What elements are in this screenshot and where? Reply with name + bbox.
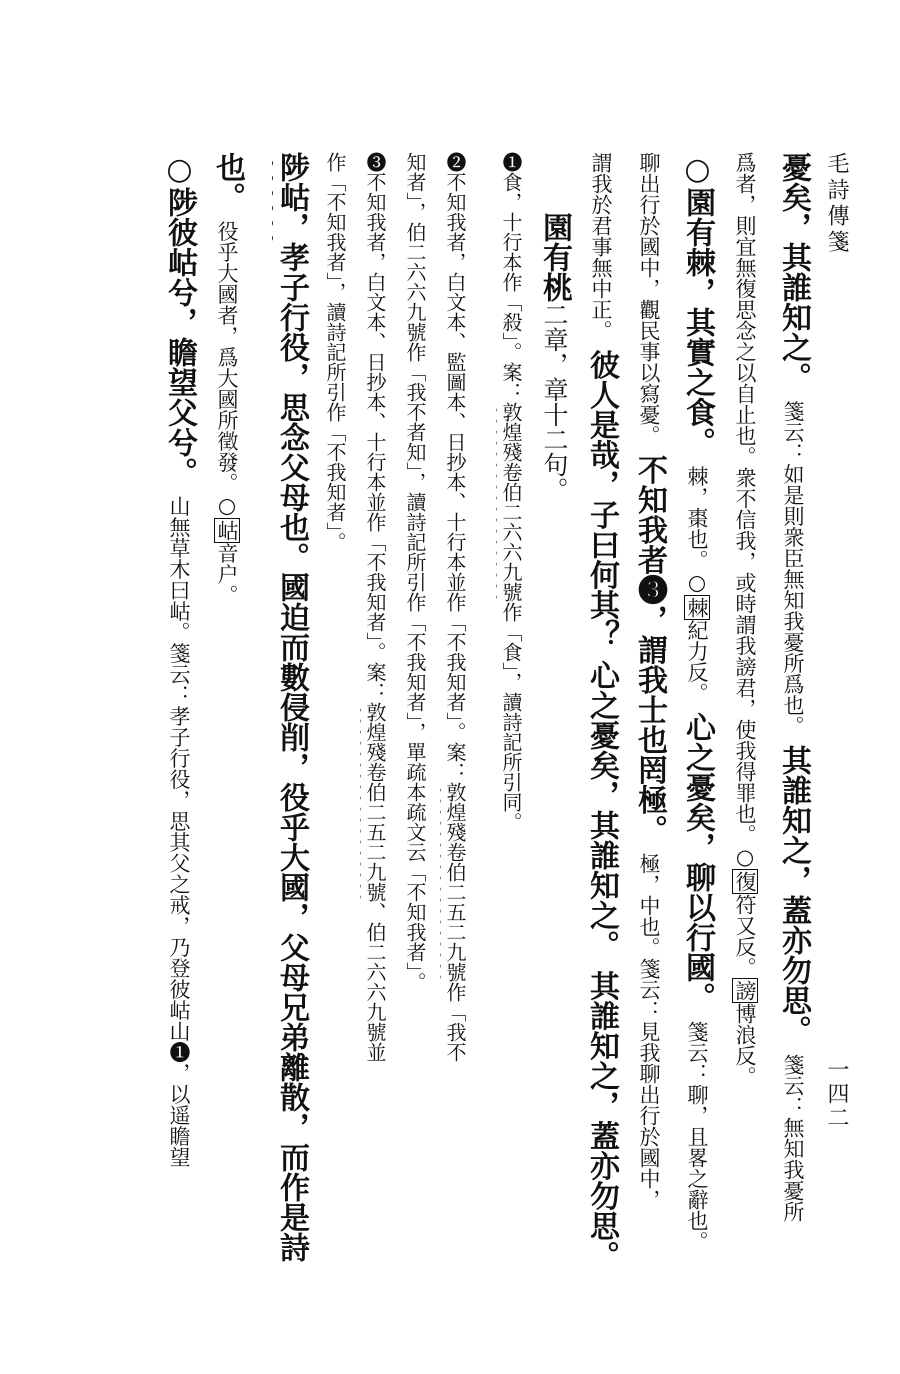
commentary-text: 役乎大國者，爲大國所徵發。○: [215, 220, 239, 518]
boxed-character: 復: [733, 871, 757, 892]
text-column-4: [630, 152, 668, 1292]
chapter-summary: [536, 152, 572, 1292]
verse-text: 憂矣，其誰知之。: [776, 152, 811, 392]
footnote-text: 作「食」，讀詩記所引同。: [499, 602, 523, 832]
footnote-text: ❸不知我者，白文本、日抄本、十行本並作「不我知者」。案：: [363, 152, 387, 702]
text-column-2: [726, 152, 764, 1292]
footnote-text: 作「不知我者」，讀詩記所引作「不我知者」。: [323, 152, 347, 552]
footnote-2: [440, 152, 470, 1292]
commentary-text: 極，中也。箋云：見我聊出行於國中，: [637, 853, 661, 1211]
commentary-text: 箋云：無知我憂所: [781, 1053, 805, 1222]
footnote-3: [360, 152, 390, 1292]
commentary-text: 謂我於君事無中正。: [589, 152, 613, 341]
footnote-2-continued: [400, 152, 430, 1292]
poem-title: 陟岵，: [274, 152, 309, 242]
commentary-text: 箋云：聊，且畧之辭也。: [685, 1020, 709, 1252]
footnote-1: [496, 152, 526, 1292]
commentary-text: 聊出行於國中，觀民事以寫憂。: [637, 152, 661, 446]
source-title: 敦煌殘卷伯二五二九號: [443, 782, 467, 982]
commentary-text: 山無草木曰岵。箋云：孝子行役，思其父之戒，乃登彼岵山❶，以遥瞻望: [167, 495, 191, 1168]
verse-text: 其誰知之，蓋亦勿思。: [776, 745, 811, 1046]
commentary-text: 爲者，則宜無復思念之以自止也。衆不信我，或時謂我謗君，使我得罪也。○: [733, 152, 757, 869]
commentary-text: 博浪反。: [733, 1003, 757, 1087]
commentary-text: 棘，棗也。○: [685, 465, 709, 595]
footnote-text: 知者」，伯二六六九號作「我不者知」，讀詩記所引作「不我知者」，單疏本疏文云「不知我者」。: [403, 152, 427, 992]
footnote-text: 作「我不: [443, 982, 467, 1062]
commentary-text: 符又反。: [733, 894, 757, 978]
source-title: 敦煌殘卷伯二五二九號: [363, 702, 387, 902]
text-column-5: [582, 152, 620, 1292]
chapter-count: 二章，章十二句。: [540, 302, 569, 502]
boxed-character: 棘: [685, 596, 709, 618]
boxed-character: 謗: [733, 980, 757, 1001]
verse-text: 不知我者❸，謂我士也罔極。: [632, 454, 667, 845]
verse-text: 彼人是哉，子曰何其？ 心之憂矣，其誰知之。 其誰知之，蓋亦勿思。: [584, 349, 619, 1271]
text-column-7: [272, 152, 310, 1292]
footnote-text: ❶食，十行本作「殺」。案：: [499, 152, 523, 402]
text-column-9: [160, 152, 198, 1292]
footnote-3-continued: [320, 152, 350, 1292]
running-title: 毛詩傳箋: [824, 152, 849, 256]
text-column-8: [208, 152, 246, 1292]
footnote-text: 、伯二六六九號並: [363, 902, 387, 1062]
page-number: 一四二: [824, 1058, 849, 1130]
poem-title: 園有桃: [537, 212, 572, 302]
verse-text: 心之憂矣，聊以行國。: [680, 712, 715, 1013]
commentary-text: 紀力反。: [685, 619, 709, 704]
text-column-3: [678, 152, 716, 1292]
commentary-text: 箋云：如是則衆臣無知我憂所爲也。: [781, 400, 805, 737]
preface-text: 孝子行役，思念父母也。國迫而數侵削，役乎大國，父母兄弟離散，而作是詩: [274, 242, 309, 1262]
text-columns: [72, 152, 812, 1292]
source-title: 敦煌殘卷伯二六六九號: [499, 402, 523, 602]
commentary-text: 音户。: [215, 542, 239, 606]
verse-text: ○陟彼岵兮，瞻望父兮。: [162, 152, 197, 487]
preface-text: 也。: [210, 152, 245, 212]
footnote-text: ❷不知我者，白文本、監圖本、日抄本、十行本並作「不我知者」。案：: [443, 152, 467, 782]
boxed-character: 岵: [215, 519, 239, 541]
verse-text: ○園有棘，其實之食。: [680, 152, 715, 457]
text-column-1: [774, 152, 812, 1292]
